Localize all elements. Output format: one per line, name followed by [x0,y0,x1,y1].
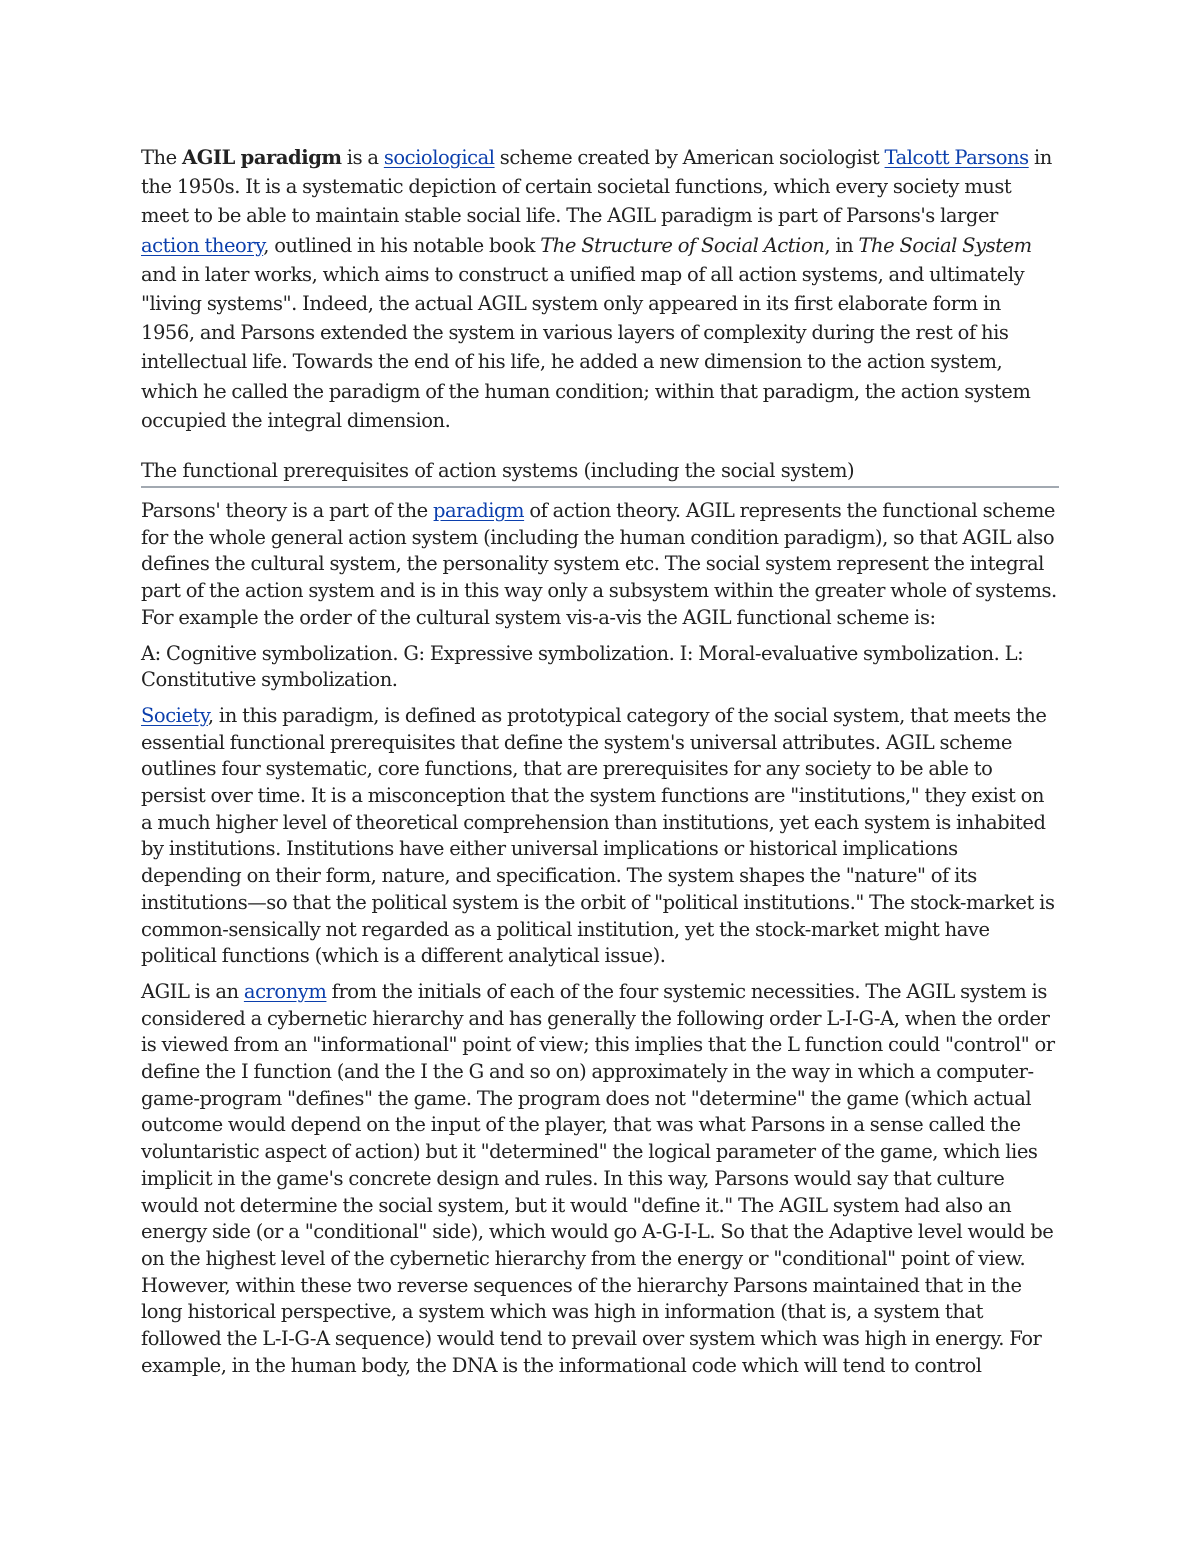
intro-text-4: in the 1950s. It is a systematic depiction of certain societal functions, which every society must meet to be able to maintain stable social life. The AGIL paradigm is part of Parsons's larger [141,146,1052,228]
paradigm-link[interactable]: paradigm [432,499,525,522]
intro-text-6: , in [824,233,859,257]
action-theory-link[interactable]: action theory [141,233,264,257]
agil-paradigm-term: AGIL paradigm [182,146,342,169]
society-link[interactable]: Society [141,703,208,727]
book-title-social-system: The Social System [858,233,1032,257]
book-title-structure-of-social-action: The Structure of Social Action [540,233,825,257]
intro-text-3: scheme created by American sociologist [494,146,885,169]
intro-text-7: and in later works, which aims to construct a unified map of all action systems, and ultimately "living systems". Indeed, the actual AGIL system only appeared in its first elaborate form in 1956, and Parsons extended the system in various layers of complexity during the rest of his intellectual life. Towards the end of his life, he added a new dimension to the action system, which he called the paradigm of the human condition; within that paradigm, the action system occupied the integral dimension. [141,262,1031,432]
paragraph-cultural-order: A: Cognitive symbolization. G: Expressive symbolization. I: Moral-evaluative symbolization. L: Constitutive symbolization. [141,641,1024,692]
paragraph-action-theory [141,498,1059,632]
paragraph-acronym [141,979,1059,1380]
p2-text-2: of action theory. AGIL represents the functional scheme for the whole general action system (including the human condition paradigm), so that AGIL also defines the cultural system, the personality system etc. The social system represent the integral part of the action system and is in this way only a subsystem within the greater whole of systems. For example the order of the cultural system vis-a-vis the AGIL functional scheme is: [141,499,1057,629]
p5-text-1: AGIL is an [141,979,244,1003]
paragraph-society [141,703,1059,970]
p4-text-1: , in this paradigm, is defined as prototypical category of the social system, that meets the essential functional prerequisites that define the system's universal attributes. AGIL scheme outlines four systematic, core functions, that are prerequisites for any society to be able to persist over time. It is a misconception that the system functions are "institutions," they exist on a much higher level of theoretical comprehension than institutions, yet each system is inhabited by institutions. Institutions have either universal implications or historical implications depending on their form, nature, and specification. The system shapes the "nature" of its institutions—so that the political system is the orbit of "political institutions." The stock-market is common-sensically not regarded as a political institution, yet the stock-market might have political functions (which is a different analytical issue). [141,703,1055,968]
intro-text-5: , outlined in his notable book [263,233,541,257]
acronym-link[interactable]: acronym [243,979,327,1003]
intro-paragraph [141,143,1059,435]
intro-text-1: The [141,146,183,169]
section-heading: The functional prerequisites of action systems (including the social system) [141,456,1059,488]
p5-text-2: from the initials of each of the four systemic necessities. The AGIL system is considered a cybernetic hierarchy and has generally the following order L-I-G-A, when the order is viewed from an "informational" point of view; this implies that the L function could "control" or define the I function (and the I the G and so on) approximately in the way in which a computer-game-program "defines" the game. The program does not "determine" the game (which actual outcome would depend on the input of the player, that was what Parsons in a sense called the voluntaristic aspect of action) but it "determined" the logical parameter of the game, which lies implicit in the game's concrete design and rules. In this way, Parsons would say that culture would not determine the social system, but it would "define it." The AGIL system had also an energy side (or a "conditional" side), which would go A-G-I-L. So that the Adaptive level would be on the highest level of the cybernetic hierarchy from the energy or "conditional" point of view. However, within these two reverse sequences of the hierarchy Parsons maintained that in the long historical perspective, a system which was high in information (that is, a system that followed the L-I-G-A sequence) would tend to prevail over system which was high in energy. For example, in the human body, the DNA is the informational code which will tend to control [141,979,1055,1377]
intro-text-2: is a [341,146,384,169]
section-body [141,498,1059,1389]
sociological-link[interactable]: sociological [383,146,495,169]
p2-text-1: Parsons' theory is a part of the [141,499,433,522]
talcott-parsons-link[interactable]: Talcott Parsons [884,146,1029,169]
